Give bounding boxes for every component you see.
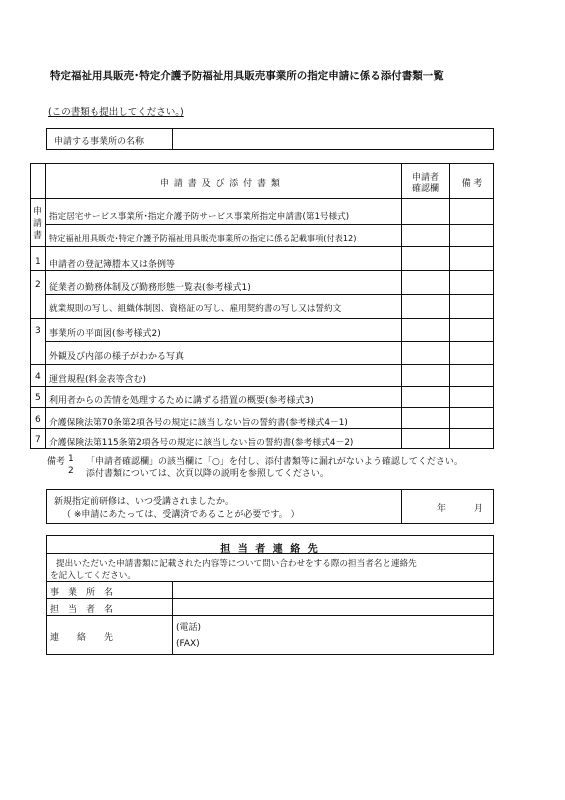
remarks-col-divider xyxy=(449,164,450,448)
office-name-label: 申請する事業所の名称 xyxy=(54,137,145,147)
row-line xyxy=(30,407,494,408)
page-title: 特定福祉用具販売･特定介護予防福祉用具販売事業所の指定申請に係る添付書類一覧 xyxy=(50,70,444,82)
row-number-1: 1 xyxy=(35,257,41,267)
row-2-item-1: 従業者の勤務体制及び勤務形態一覧表(参考様式1) xyxy=(49,283,251,293)
header-remarks: 備 考 xyxy=(461,179,483,189)
check-col-divider xyxy=(401,164,402,448)
remarks-text-1: 「申請者確認欄」の該当欄に「○」を付し、添付書類等に漏れがないよう確認してください。 xyxy=(86,457,463,467)
contact-instruction-line2: を記入してください。 xyxy=(50,571,136,581)
group-col-divider xyxy=(45,164,46,448)
row-number-3: 3 xyxy=(35,326,41,336)
contact-row-line xyxy=(46,598,494,599)
table-header-divider xyxy=(30,198,494,199)
row-7-item-1: 介護保険法第115条第2項各号の規定に該当しない旨の誓約書(参考様式4－2) xyxy=(49,438,354,448)
row-line xyxy=(30,318,494,319)
group-label-char-3: 書 xyxy=(33,231,43,241)
row-3-item-1: 事業所の平面図(参考様式2) xyxy=(49,329,161,339)
contact-tel-label: (電話) xyxy=(176,623,202,633)
contact-label-divider xyxy=(172,581,173,654)
training-divider xyxy=(401,490,402,523)
group-label-char-1: 申 xyxy=(33,207,43,217)
contact-fax-label: (FAX) xyxy=(176,639,200,649)
contact-phone-label: 連 絡 先 xyxy=(50,633,114,643)
training-year-label: 年 xyxy=(437,504,447,514)
row-line xyxy=(45,341,494,342)
row-3-item-2: 外観及び内部の様子がわかる写真 xyxy=(49,352,185,362)
row-6-item-1: 介護保険法第70条第2項各号の規定に該当しない旨の誓約書(参考様式4－1) xyxy=(49,418,348,428)
row-number-2: 2 xyxy=(35,280,41,290)
application-row-1: 指定居宅サービス事業所･指定介護予防サービス事業所指定申請書(第1号様式) xyxy=(49,212,350,222)
contact-header-divider xyxy=(46,553,494,554)
row-5-item-1: 利用者からの苦情を処理するために講ずる措置の概要(参考様式3) xyxy=(49,396,314,406)
remarks-number-2: 2 xyxy=(68,466,74,476)
office-name-divider xyxy=(172,129,173,149)
row-number-4: 4 xyxy=(35,372,41,382)
row-line xyxy=(30,364,494,365)
application-row-2: 特定福祉用具販売･特定介護予防福祉用具販売事業所の指定に係る記載事項(付表12) xyxy=(49,233,357,243)
contact-header: 担 当 者 連 絡 先 xyxy=(220,544,320,555)
header-check-line2: 確認欄 xyxy=(411,184,439,194)
row-number-6: 6 xyxy=(35,415,41,425)
row-1-item-1: 申請者の登記簿謄本又は条例等 xyxy=(49,260,176,270)
row-line xyxy=(45,294,494,295)
row-4-item-1: 運営規程(料金表等含む) xyxy=(49,375,147,385)
row-line xyxy=(30,386,494,387)
row-line xyxy=(45,224,494,225)
training-note: （ ※申請にあたっては、受講済であることが必要です。 ） xyxy=(62,510,300,520)
training-question: 新規指定前研修は、いつ受講されましたか。 xyxy=(54,497,235,507)
row-line xyxy=(30,270,494,271)
row-number-5: 5 xyxy=(35,393,41,403)
contact-instruction-line1: 提出いただいた申請書類に記載された内容等について問い合わせをする際の担当者名と連絡先 xyxy=(56,559,417,569)
training-month-label: 月 xyxy=(474,504,484,514)
remarks-label: 備考 xyxy=(47,457,66,467)
contact-row-line xyxy=(46,581,494,582)
group-divider xyxy=(30,246,494,247)
header-documents: 申 請 書 及 び 添 付 書 類 xyxy=(160,179,281,189)
remarks-number-1: 1 xyxy=(68,454,74,464)
row-number-7: 7 xyxy=(35,435,41,445)
header-check-line1: 申請者 xyxy=(411,173,439,183)
remarks-text-2: 添付書類については、次頁以降の説明を参照してください。 xyxy=(86,469,329,479)
submission-note: (この書類も提出してください。) xyxy=(48,107,184,118)
office-name-field[interactable] xyxy=(178,134,488,146)
row-2-item-2: 就業規則の写し、組織体制図、資格証の写し、雇用契約書の写し又は誓約文 xyxy=(49,304,342,314)
row-line xyxy=(30,428,494,429)
group-label-char-2: 請 xyxy=(33,219,43,229)
contact-person-label: 担 当 者 名 xyxy=(50,605,114,615)
contact-row-line xyxy=(46,615,494,616)
contact-office-label: 事 業 所 名 xyxy=(50,588,114,598)
